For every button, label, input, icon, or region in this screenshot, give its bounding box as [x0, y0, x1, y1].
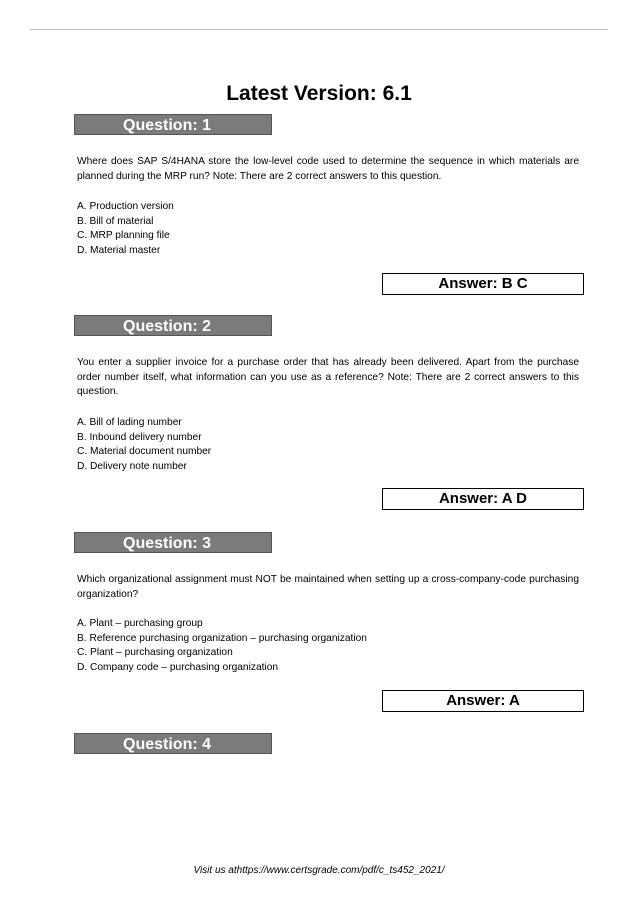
question-2-options	[77, 416, 579, 475]
option-a: A. Production version	[77, 201, 174, 212]
option-a: A. Bill of lading number	[77, 417, 182, 428]
option-b: B. Inbound delivery number	[77, 431, 202, 443]
option-c: C. Plant – purchasing organization	[77, 647, 233, 659]
question-2-text: You enter a supplier invoice for a purchase order that has already been delivered. Apart from the purchase order number itself, what information can you use as a reference? Note: There are 2 correct answers to this question.	[77, 357, 579, 398]
page-title: Latest Version: 6.1	[226, 82, 412, 105]
option-c: C. Material document number	[77, 446, 212, 458]
option-d: D. Delivery note number	[77, 461, 187, 473]
option-b: B. Bill of material	[77, 215, 154, 227]
question-1-text: Where does SAP S/4HANA store the low-level code used to determine the sequence in which materials are planned during the MRP run? Note: There are 2 correct answers to this question.	[77, 156, 579, 182]
option-b: B. Reference purchasing organization – purchasing organization	[77, 632, 367, 644]
question-2-header: Question: 2	[74, 315, 272, 336]
question-3-header: Question: 3	[74, 532, 272, 553]
question-3-options	[77, 617, 579, 676]
option-a: A. Plant – purchasing group	[77, 618, 203, 629]
question-2-answer: Answer: A D	[382, 488, 584, 510]
question-4-header: Question: 4	[74, 733, 272, 754]
option-c: C. MRP planning file	[77, 230, 170, 242]
option-d: D. Company code – purchasing organization	[77, 662, 279, 674]
question-1-answer: Answer: B C	[382, 273, 584, 295]
question-1-options	[77, 200, 579, 259]
top-divider	[30, 29, 608, 30]
question-3-text: Which organizational assignment must NOT be maintained when setting up a cross-company-code purchasing organization?	[77, 574, 579, 600]
question-1-header: Question: 1	[74, 114, 272, 135]
option-d: D. Material master	[77, 245, 161, 257]
question-3-answer: Answer: A	[382, 690, 584, 712]
footer-link-text: Visit us athttps://www.certsgrade.com/pdf/c_ts452_2021/	[193, 865, 445, 876]
